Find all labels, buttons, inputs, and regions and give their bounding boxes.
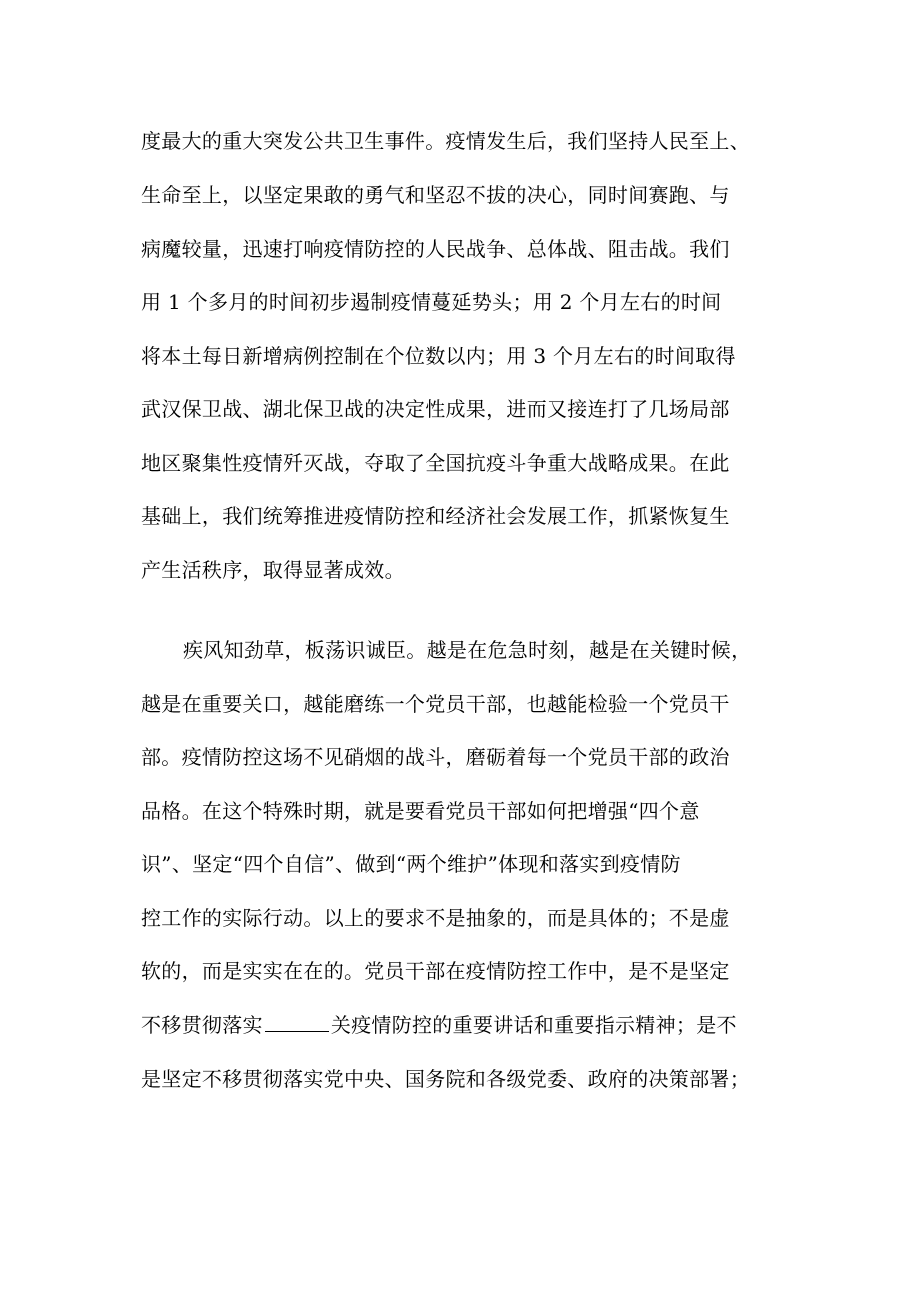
text-line: 软的，而是实实在在的。党员干部在疫情防控工作中，是不是坚定 xyxy=(141,959,730,983)
text-line: 用 1 个多月的时间初步遏制疫情蔓延势头；用 2 个月左右的时间 xyxy=(141,290,722,314)
text-line: 地区聚集性疫情歼灭战，夺取了全国抗疫斗争重大战略成果。在此 xyxy=(141,451,730,475)
text-line: 疾风知劲草，板荡识诚臣。越是在危急时刻，越是在关键时候， xyxy=(183,638,752,662)
text-line: 越是在重要关口，越能磨练一个党员干部，也越能检验一个党员干 xyxy=(141,692,730,716)
text-line: 将本土每日新增病例控制在个位数以内；用 3 个月左右的时间取得 xyxy=(141,344,736,368)
text-line: 是坚定不移贯彻落实党中央、国务院和各级党委、政府的决策部署； xyxy=(141,1067,750,1091)
text-line: 生命至上，以坚定果敢的勇气和坚忍不拔的决心，同时间赛跑、与 xyxy=(141,183,730,207)
text-line: 度最大的重大突发公共卫生事件。疫情发生后，我们坚持人民至上、 xyxy=(141,129,750,153)
text-line: 基础上，我们统筹推进疫情防控和经济社会发展工作，抓紧恢复生 xyxy=(141,504,730,528)
text-line-with-blank xyxy=(141,1011,737,1039)
text-line: 产生活秩序，取得显著成效。 xyxy=(141,558,405,582)
text-line: 病魔较量，迅速打响疫情防控的人民战争、总体战、阻击战。我们 xyxy=(141,237,730,261)
text-fragment: 关疫情防控的重要讲话和重要指示精神；是不 xyxy=(330,1013,737,1037)
text-line: 部。疫情防控这场不见硝烟的战斗，磨砺着每一个党员干部的政治 xyxy=(141,745,730,769)
text-line: 品格。在这个特殊时期，就是要看党员干部如何把增强“四个意 xyxy=(141,799,700,823)
text-line: 控工作的实际行动。以上的要求不是抽象的，而是具体的；不是虚 xyxy=(141,906,730,930)
text-line: 识”、坚定“四个自信”、做到“两个维护”体现和落实到疫情防 xyxy=(141,852,681,876)
text-line: 武汉保卫战、湖北保卫战的决定性成果，进而又接连打了几场局部 xyxy=(141,397,730,421)
fill-in-blank xyxy=(265,1013,329,1032)
text-fragment: 不移贯彻落实 xyxy=(141,1013,263,1037)
